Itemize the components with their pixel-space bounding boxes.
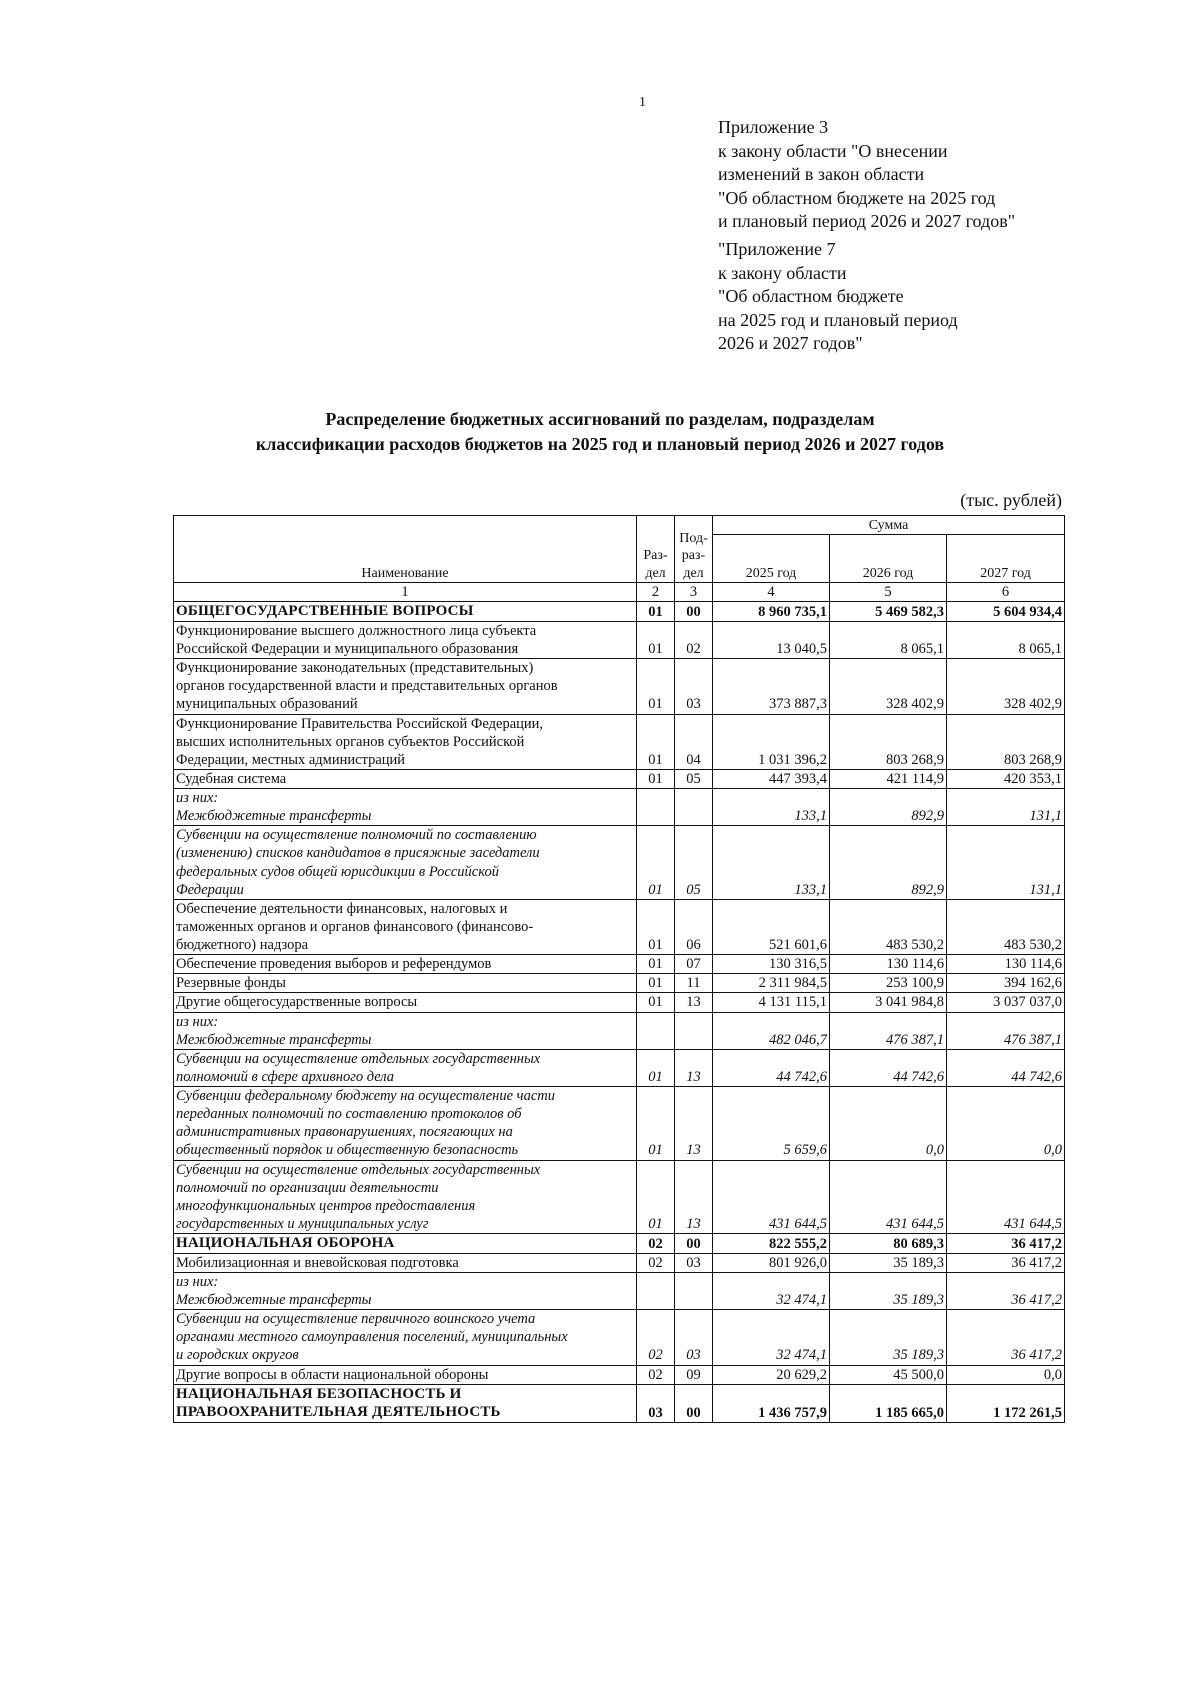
row-value-2026: 35 189,3 <box>830 1272 947 1309</box>
row-name <box>174 899 637 954</box>
appendix-line: "Об областном бюджете <box>718 286 904 307</box>
row-name <box>174 769 637 788</box>
row-value-2026: 80 689,3 <box>830 1234 947 1254</box>
table-row <box>174 714 1065 769</box>
row-value-2025: 8 960 735,1 <box>713 602 830 622</box>
row-value-2025: 20 629,2 <box>713 1365 830 1384</box>
header-year-2027: 2027 год <box>947 535 1065 583</box>
column-number: 1 <box>174 583 637 602</box>
row-value-2026: 35 189,3 <box>830 1253 947 1272</box>
row-razdel <box>637 1272 675 1309</box>
page-mark: 1 <box>639 95 646 110</box>
row-name <box>174 1384 637 1423</box>
row-name-line: Субвенции федеральному бюджету на осуществление части <box>176 1088 555 1104</box>
table-row <box>174 602 1065 622</box>
row-value-2027: 0,0 <box>947 1365 1065 1384</box>
row-podrazdel: 02 <box>675 621 713 658</box>
row-podrazdel: 09 <box>675 1365 713 1384</box>
budget-table <box>173 515 1065 1423</box>
column-number: 2 <box>637 583 675 602</box>
row-name <box>174 1012 637 1049</box>
row-razdel: 03 <box>637 1384 675 1423</box>
row-name <box>174 1272 637 1309</box>
row-value-2026: 421 114,9 <box>830 769 947 788</box>
row-value-2025: 133,1 <box>713 789 830 826</box>
table-row <box>174 789 1065 826</box>
units-label: (тыс. рублей) <box>960 490 1062 510</box>
header-podrazdel-line: Под- <box>679 530 708 546</box>
appendix-line: 2026 и 2027 годов" <box>718 333 863 354</box>
row-name-line: Федерации <box>176 881 244 898</box>
row-value-2025: 482 046,7 <box>713 1012 830 1049</box>
row-name-line: из них: <box>176 790 219 806</box>
table-row <box>174 659 1065 714</box>
row-name-line: Обеспечение деятельности финансовых, налоговых и <box>176 900 508 917</box>
row-razdel: 02 <box>637 1234 675 1254</box>
row-podrazdel: 03 <box>675 1310 713 1365</box>
row-razdel: 01 <box>637 993 675 1012</box>
column-number: 3 <box>675 583 713 602</box>
row-name <box>174 789 637 826</box>
row-name-line: таможенных органов и органов финансового (финансово- <box>176 918 534 935</box>
row-podrazdel: 00 <box>675 602 713 622</box>
row-value-2027: 1 172 261,5 <box>947 1384 1065 1423</box>
row-podrazdel: 06 <box>675 899 713 954</box>
row-value-2027: 36 417,2 <box>947 1272 1065 1309</box>
row-name <box>174 1160 637 1234</box>
table-row <box>174 1272 1065 1309</box>
row-name <box>174 714 637 769</box>
row-value-2025: 130 316,5 <box>713 955 830 974</box>
row-value-2026: 35 189,3 <box>830 1310 947 1365</box>
row-name-line: Другие общегосударственные вопросы <box>176 994 418 1011</box>
row-name <box>174 1234 637 1254</box>
row-value-2027: 420 353,1 <box>947 769 1065 788</box>
row-name-line: и городских округов <box>176 1347 299 1364</box>
row-value-2027: 8 065,1 <box>947 621 1065 658</box>
header-summa: Сумма <box>713 516 1065 535</box>
header-podrazdel-line: дел <box>683 565 704 581</box>
row-name-line: административных правонарушениях, посягающих на <box>176 1124 513 1141</box>
row-value-2026: 0,0 <box>830 1087 947 1161</box>
row-podrazdel: 13 <box>675 1160 713 1234</box>
row-podrazdel: 04 <box>675 714 713 769</box>
row-name-line: ОБЩЕГОСУДАРСТВЕННЫЕ ВОПРОСЫ <box>176 603 474 620</box>
row-value-2025: 447 393,4 <box>713 769 830 788</box>
row-podrazdel: 13 <box>675 1049 713 1086</box>
row-name-line: НАЦИОНАЛЬНАЯ БЕЗОПАСНОСТЬ И <box>176 1385 462 1402</box>
table-header-row <box>174 516 1065 535</box>
row-name-line: Межбюджетные трансферты <box>176 1031 372 1048</box>
appendix-note <box>718 116 1138 356</box>
row-razdel: 02 <box>637 1365 675 1384</box>
row-name <box>174 974 637 993</box>
row-name-line: Функционирование высшего должностного лица субъекта <box>176 622 537 639</box>
header-year-2025: 2025 год <box>713 535 830 583</box>
header-razdel <box>637 516 675 583</box>
row-razdel: 01 <box>637 1087 675 1161</box>
appendix-line: и плановый период 2026 и 2027 годов" <box>718 211 1016 232</box>
row-value-2025: 32 474,1 <box>713 1310 830 1365</box>
row-name-line: Субвенции на осуществление первичного воинского учета <box>176 1311 536 1328</box>
row-razdel: 01 <box>637 714 675 769</box>
table-row <box>174 974 1065 993</box>
row-value-2026: 1 185 665,0 <box>830 1384 947 1423</box>
row-razdel: 02 <box>637 1310 675 1365</box>
row-value-2025: 4 131 115,1 <box>713 993 830 1012</box>
row-name-line: Российской Федерации и муниципального образования <box>176 641 519 657</box>
appendix-line: к закону области "О внесении <box>718 140 948 161</box>
column-numbers-row <box>174 583 1065 602</box>
header-year-2026: 2026 год <box>830 535 947 583</box>
row-name <box>174 955 637 974</box>
row-value-2026: 3 041 984,8 <box>830 993 947 1012</box>
row-value-2025: 521 601,6 <box>713 899 830 954</box>
row-value-2027: 483 530,2 <box>947 899 1065 954</box>
row-name-line: Другие вопросы в области национальной обороны <box>176 1366 489 1383</box>
row-name-line: Субвенции на осуществление отдельных государственных <box>176 1161 541 1178</box>
row-podrazdel <box>675 789 713 826</box>
header-name: Наименование <box>174 516 637 583</box>
row-value-2025: 32 474,1 <box>713 1272 830 1309</box>
row-value-2025: 2 311 984,5 <box>713 974 830 993</box>
row-value-2027: 36 417,2 <box>947 1253 1065 1272</box>
row-name-line: муниципальных образований <box>176 696 358 713</box>
row-name-line: переданных полномочий по составлению протоколов об <box>176 1106 522 1123</box>
title-line: Распределение бюджетных ассигнований по разделам, подразделам <box>325 409 875 429</box>
row-value-2026: 45 500,0 <box>830 1365 947 1384</box>
row-value-2027: 0,0 <box>947 1087 1065 1161</box>
row-value-2026: 476 387,1 <box>830 1012 947 1049</box>
row-value-2027: 131,1 <box>947 826 1065 900</box>
row-value-2025: 5 659,6 <box>713 1087 830 1161</box>
row-razdel: 01 <box>637 955 675 974</box>
row-value-2027: 36 417,2 <box>947 1310 1065 1365</box>
row-value-2027: 44 742,6 <box>947 1049 1065 1086</box>
row-razdel: 02 <box>637 1253 675 1272</box>
header-podrazdel-line: раз- <box>681 548 706 563</box>
row-name-line: многофункциональных центров предоставления <box>176 1197 476 1214</box>
row-name-line: НАЦИОНАЛЬНАЯ ОБОРОНА <box>176 1235 395 1251</box>
row-name-line: Судебная система <box>176 770 287 787</box>
row-name-line: Мобилизационная и вневойсковая подготовка <box>176 1254 459 1271</box>
row-name-line: высших исполнительных органов субъектов Российской <box>176 733 525 750</box>
row-value-2026: 803 268,9 <box>830 714 947 769</box>
table-row <box>174 1049 1065 1086</box>
row-value-2026: 8 065,1 <box>830 621 947 658</box>
row-value-2026: 892,9 <box>830 789 947 826</box>
row-name <box>174 826 637 900</box>
row-value-2027: 431 644,5 <box>947 1160 1065 1234</box>
row-podrazdel <box>675 1012 713 1049</box>
row-name <box>174 659 637 714</box>
table-row <box>174 1160 1065 1234</box>
row-value-2027: 131,1 <box>947 789 1065 826</box>
row-razdel: 01 <box>637 659 675 714</box>
row-podrazdel: 05 <box>675 826 713 900</box>
row-name-line: Функционирование Правительства Российской Федерации, <box>176 715 544 732</box>
title-line: классификации расходов бюджетов на 2025 год и плановый период 2026 и 2027 годов <box>255 434 945 454</box>
row-podrazdel: 07 <box>675 955 713 974</box>
row-value-2025: 822 555,2 <box>713 1234 830 1254</box>
table-row <box>174 769 1065 788</box>
row-razdel <box>637 789 675 826</box>
row-podrazdel: 03 <box>675 659 713 714</box>
appendix-line: к закону области <box>718 262 847 283</box>
row-name <box>174 1049 637 1086</box>
row-value-2025: 44 742,6 <box>713 1049 830 1086</box>
row-value-2026: 44 742,6 <box>830 1049 947 1086</box>
row-name-line: органов государственной власти и представительных органов <box>176 678 558 695</box>
row-name-line: Межбюджетные трансферты <box>176 808 372 825</box>
row-name-line: Межбюджетные трансферты <box>176 1292 372 1308</box>
row-value-2027: 5 604 934,4 <box>947 602 1065 622</box>
row-name-line: Функционирование законодательных (представительных) <box>176 660 534 677</box>
table-row <box>174 1365 1065 1384</box>
row-razdel: 01 <box>637 621 675 658</box>
row-name <box>174 993 637 1012</box>
row-podrazdel: 11 <box>675 974 713 993</box>
row-name-line: бюджетного) надзора <box>176 937 309 953</box>
row-value-2026: 431 644,5 <box>830 1160 947 1234</box>
row-value-2025: 1 031 396,2 <box>713 714 830 769</box>
row-value-2026: 5 469 582,3 <box>830 602 947 622</box>
row-razdel: 01 <box>637 769 675 788</box>
row-podrazdel: 13 <box>675 993 713 1012</box>
row-name-line: (изменению) списков кандидатов в присяжные заседатели <box>176 845 540 862</box>
row-name <box>174 1087 637 1161</box>
table-row <box>174 1384 1065 1423</box>
table-row <box>174 1253 1065 1272</box>
row-name <box>174 1365 637 1384</box>
row-podrazdel: 05 <box>675 769 713 788</box>
row-value-2027: 803 268,9 <box>947 714 1065 769</box>
row-razdel: 01 <box>637 899 675 954</box>
table-row <box>174 1234 1065 1254</box>
row-value-2025: 13 040,5 <box>713 621 830 658</box>
row-value-2026: 130 114,6 <box>830 955 947 974</box>
row-razdel <box>637 1012 675 1049</box>
table-row <box>174 621 1065 658</box>
row-name <box>174 1253 637 1272</box>
row-value-2027: 36 417,2 <box>947 1234 1065 1254</box>
row-podrazdel: 03 <box>675 1253 713 1272</box>
row-value-2027: 394 162,6 <box>947 974 1065 993</box>
row-razdel: 01 <box>637 826 675 900</box>
appendix-line: на 2025 год и плановый период <box>718 309 958 330</box>
header-razdel-line: дел <box>645 565 666 581</box>
row-name-line: органами местного самоуправления поселений, муниципальных <box>176 1329 568 1346</box>
row-value-2026: 253 100,9 <box>830 974 947 993</box>
row-value-2026: 328 402,9 <box>830 659 947 714</box>
row-value-2026: 892,9 <box>830 826 947 900</box>
row-name <box>174 1310 637 1365</box>
row-name-line: Резервные фонды <box>176 975 286 992</box>
row-value-2026: 483 530,2 <box>830 899 947 954</box>
row-name-line: из них: <box>176 1273 219 1290</box>
row-razdel: 01 <box>637 602 675 622</box>
table-row <box>174 899 1065 954</box>
row-podrazdel <box>675 1272 713 1309</box>
row-name-line: Обеспечение проведения выборов и референдумов <box>176 956 492 973</box>
row-name-line: полномочий по организации деятельности <box>176 1179 439 1196</box>
appendix-line: Приложение 3 <box>718 117 829 137</box>
document-title <box>140 407 1060 457</box>
row-value-2027: 476 387,1 <box>947 1012 1065 1049</box>
row-name-line: ПРАВООХРАНИТЕЛЬНАЯ ДЕЯТЕЛЬНОСТЬ <box>176 1404 501 1421</box>
table-row <box>174 1087 1065 1161</box>
row-podrazdel: 00 <box>675 1384 713 1423</box>
table-row <box>174 826 1065 900</box>
row-razdel: 01 <box>637 1160 675 1234</box>
row-podrazdel: 00 <box>675 1234 713 1254</box>
column-number: 5 <box>830 583 947 602</box>
row-name-line: Федерации, местных администраций <box>176 751 406 768</box>
row-value-2027: 3 037 037,0 <box>947 993 1065 1012</box>
row-value-2027: 130 114,6 <box>947 955 1065 974</box>
row-value-2025: 801 926,0 <box>713 1253 830 1272</box>
header-razdel-line: Раз- <box>643 548 668 563</box>
row-razdel: 01 <box>637 974 675 993</box>
row-value-2025: 373 887,3 <box>713 659 830 714</box>
row-name-line: федеральных судов общей юрисдикции в Российской <box>176 863 499 880</box>
row-name <box>174 621 637 658</box>
row-name-line: государственных и муниципальных услуг <box>176 1215 429 1232</box>
appendix-line: "Приложение 7 <box>718 238 836 259</box>
row-name <box>174 602 637 622</box>
row-podrazdel: 13 <box>675 1087 713 1161</box>
row-name-line: Субвенции на осуществление полномочий по составлению <box>176 827 537 844</box>
row-name-line: общественный порядок и общественную безопасность <box>176 1142 519 1159</box>
row-name-line: Субвенции на осуществление отдельных государственных <box>176 1050 541 1067</box>
row-value-2025: 133,1 <box>713 826 830 900</box>
row-razdel: 01 <box>637 1049 675 1086</box>
column-number: 4 <box>713 583 830 602</box>
table-row <box>174 1310 1065 1365</box>
table-row <box>174 1012 1065 1049</box>
column-number: 6 <box>947 583 1065 602</box>
row-name-line: из них: <box>176 1013 219 1030</box>
row-value-2027: 328 402,9 <box>947 659 1065 714</box>
row-name-line: полномочий в сфере архивного дела <box>176 1068 395 1085</box>
table-row <box>174 993 1065 1012</box>
row-value-2025: 431 644,5 <box>713 1160 830 1234</box>
row-value-2025: 1 436 757,9 <box>713 1384 830 1423</box>
header-podrazdel <box>675 516 713 583</box>
appendix-line: изменений в закон области <box>718 164 925 185</box>
appendix-line: "Об областном бюджете на 2025 год <box>718 187 996 208</box>
table-row <box>174 955 1065 974</box>
